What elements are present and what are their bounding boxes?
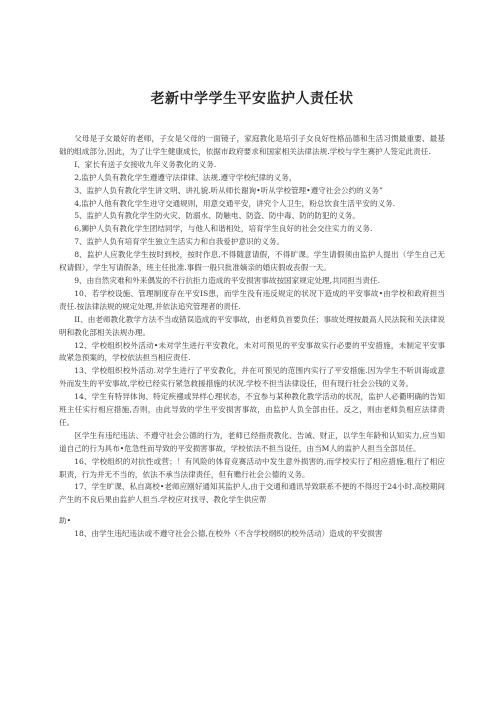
document-body xyxy=(59,133,445,541)
paragraph: 2,监护人负有教化学生遵遵守法律律、法规,遵守学校纪律的义务， xyxy=(74,172,297,182)
paragraph: I、家长有送子女接收九年义务教化的义务. xyxy=(74,159,217,169)
paragraph: 10、若学校设施、管理制度存在平安IS患，而学生没有违反规定的状况下造成的平安事故•由学校和政府担当责任.按法律法规的规定处理,并依法追究管理者的责任. xyxy=(59,288,445,311)
paragraph: 7、监护人负有培育学生独立生活实力和自我爱护意识的义务。 xyxy=(74,237,285,247)
paragraph: 12、学校组织校外活动•未对学生进行平安教化，未对可预见的平安事故实行必要的平安措施，未制定平安事故紧急预案的，学校依法担当相应责任. xyxy=(59,340,445,363)
paragraph: 13、学校组织校外活动.对学生进行了平安教化，并在可预见的范围内实行了平安措施.因为学生不听训诲或意外而发生的平安事故,学校已经实行紧急救援措施的状况.学校不担当法律设任，但有现行社会公钱的义务。 xyxy=(59,366,445,389)
paragraph: 助• xyxy=(59,516,72,526)
paragraph: 16、学校组织的对抗性或营；！有风险的体育竞赛活动中发生意外损害的,而学校实行了相应措施,粗行了相应职责，行为并无不当的，依法不承当法律责任，但有赡行社会公德的义务。 xyxy=(59,456,445,479)
paragraph: 区学生有违纪违法、不遵守社会公德的行为，老师已经指责教化、告诫、财正，以学生年龄和认知实力,应当知道自己的行为具布•危急性而导致的平安损害事故，学校依法不担当设任，由当M人的监护人担当全部员任。 xyxy=(59,430,445,453)
paragraph: 18、由学生违纪违法或不遵守社会公德,在校外（不含学校纲织的校外活动）造成的平安损害 xyxy=(74,529,383,539)
paragraph: 14、学生有特异体询、特定疾襁或异样心理状态，不宜参与某种教化教学活动的状况，监护人必衢明确的告知班主任实行相应措施,否则，由此导致的学生平安损害事故，由监护人负全部由任。反之，则由老师负相应法律责任。 xyxy=(59,392,445,427)
paragraph: 5、监护人负有教化学生防火灾、防溺水、防触电、防盗、防中毒、防的防犯的义务。 xyxy=(74,211,360,221)
paragraph: 3、监护人负有教化学生讲文明、讲礼貌.听从师长谢询•听从学校管理•遵守社会公约的义务” xyxy=(74,185,383,195)
document-title: 老新中学学生平安监护人责任状 xyxy=(150,91,354,107)
paragraph: 17、学生旷课、私自离校•老师应刚好通知其监护人,由于交通和通讯导致联系不便的不得迟于24小时.高校期间产生的不良后果由监护人担当.学校应对找寻、教化学生供应帮 xyxy=(59,482,445,505)
paragraph: 父母是子女最好的老师，子女是父母的一面镜子，家庭教化是培引子女良好性格品德和生活习惯最重要、最基础的组成部分,因此，为了让学生健康成长，依据市政府要求和国家相关法律法规.学校与学生赛护人签定此责任. xyxy=(59,134,445,156)
paragraph: 6,狮护人负有教化学生团结同学，与他人和谐相处，培育学生良好的社会交往实力的义务. xyxy=(74,224,373,234)
paragraph: II、由老师教化教学方法不当或错误造成的平安事故，由老师负首要负任；事故处理按最高人民法院和关法律说明和教化部相关法规办理。 xyxy=(59,314,445,337)
paragraph: 8、监护人应教化学生按时到校，按时作息,不得随意请假，不得旷课。学生请假须由监护人提出（学生自己无权请假），学生写请假条，班主任批准.事假一般只批准嫡亲的婚庆假或丧假一天。 xyxy=(59,250,445,273)
paragraph: 9、由自然灾难和外来偶发的不行抗拒力造成的平安损害事故按国家规定处理,共同担当责任. xyxy=(74,275,380,285)
paragraph: 4,监护人他有教化学生迸守交通规则，用意交通平安，讲究个人卫生，粉总饮食生活平安的义务. xyxy=(74,198,396,208)
